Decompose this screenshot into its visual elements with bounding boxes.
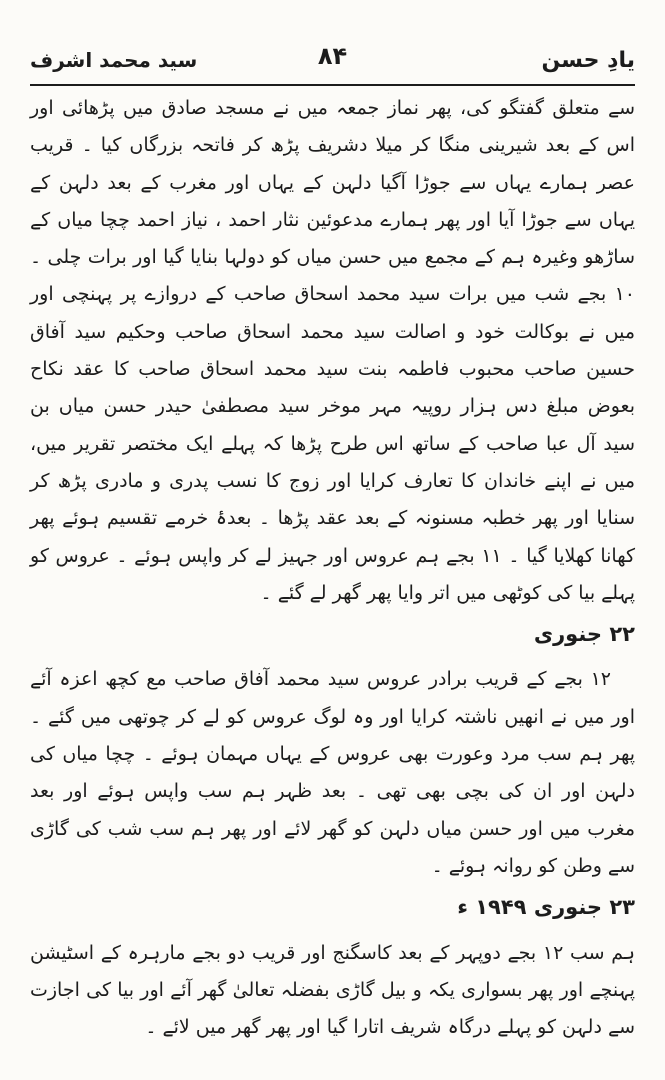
running-author: سید محمد اشرف (30, 48, 198, 72)
paragraph: ۱۲ بجے کے قریب برادر عروس سید محمد آفاق صاحب مع کچھ اعزہ آئے اور میں نے انھیں ناشتہ کرایا اور وہ لوگ عروس کو لے کر چوتھی میں گئے ۔ پھر ہم سب مرد وعورت بھی عروس کے یہاں مہمان ہوئے ۔ چچا میاں کی دلہن اور ان کی بچی بھی تھی ۔ بعد ظہر ہم سب واپس ہوئے اور بعد مغرب میں اور حسن میاں دلہن کو گھر لائے اور پھر ہم سب شب کی گاڑی سے وطن کو روانہ ہوئے ۔ (30, 668, 635, 877)
header-rule (30, 84, 635, 86)
page-header (30, 40, 635, 80)
page-content (30, 90, 635, 1046)
date-heading: ۲۳ جنوری ۱۹۴۹ ء (457, 895, 635, 920)
paragraph: سے متعلق گفتگو کی، پھر نماز جمعہ میں نے مسجد صادق میں پڑھائی اور اس کے بعد شیرینی منگا کر میلا دشریف پڑھ کر فاتحہ بزرگاں کیا ۔ قریب عصر ہمارے یہاں سے جوڑا آگیا دلہن کے یہاں اور مغرب کے بعد دلہن کے یہاں سے جوڑا آیا اور پھر ہمارے مدعوئین نثار احمد ، نیاز احمد چچا میاں کے ساڑھو وغیرہ ہم کے مجمع میں حسن میاں کو دولہا بنایا گیا اور برات چلی ۔ ۱۰ بجے شب میں برات سید محمد اسحاق صاحب کے دروازے پر پہنچی اور میں نے بوکالت خود و اصالت سید محمد اسحاق صاحب وحکیم سید آفاق حسین صاحب محبوب فاطمہ بنت سید محمد اسحاق صاحب کا عقد نکاح بعوض مبلغ دس ہزار روپیہ مہر موخر سید مصطفیٰ حیدر حسن میاں بن سید آل عبا صاحب کے ساتھ اس طرح پڑھا کہ پہلے ایک مختصر تقریر میں، میں نے اپنے خاندان کا تعارف کرایا اور زوج کا نسب پدری و مادری پڑھ کر سنایا اور پھر خطبہ مسنونہ کے بعد عقد پڑھا ۔ بعدۂ خرمے تقسیم ہوئے پھر کھانا کھلایا گیا ۔ ۱۱ بجے ہم عروس اور جہیز لے کر واپس ہوئے ۔ عروس کو پہلے بیا کی کوٹھی میں اتر وایا پھر گھر لے گئے ۔ (30, 97, 635, 604)
paragraph: ہم سب ۱۲ بجے دوپہر کے بعد کاسگنج اور قریب دو بجے مارہرہ کے اسٹیشن پہنچے اور پھر بسواری یکہ و بیل گاڑی بفضلہ تعالیٰ گھر آئے اور بیا کی اجازت سے دلہن کو پہلے درگاہ شریف اتارا گیا اور پھر گھر میں لائے ۔ (30, 941, 635, 1039)
running-title: یادِ حسن (541, 48, 635, 73)
page-number: ۸۴ (317, 42, 348, 70)
date-heading: ۲۲ جنوری (533, 622, 635, 647)
